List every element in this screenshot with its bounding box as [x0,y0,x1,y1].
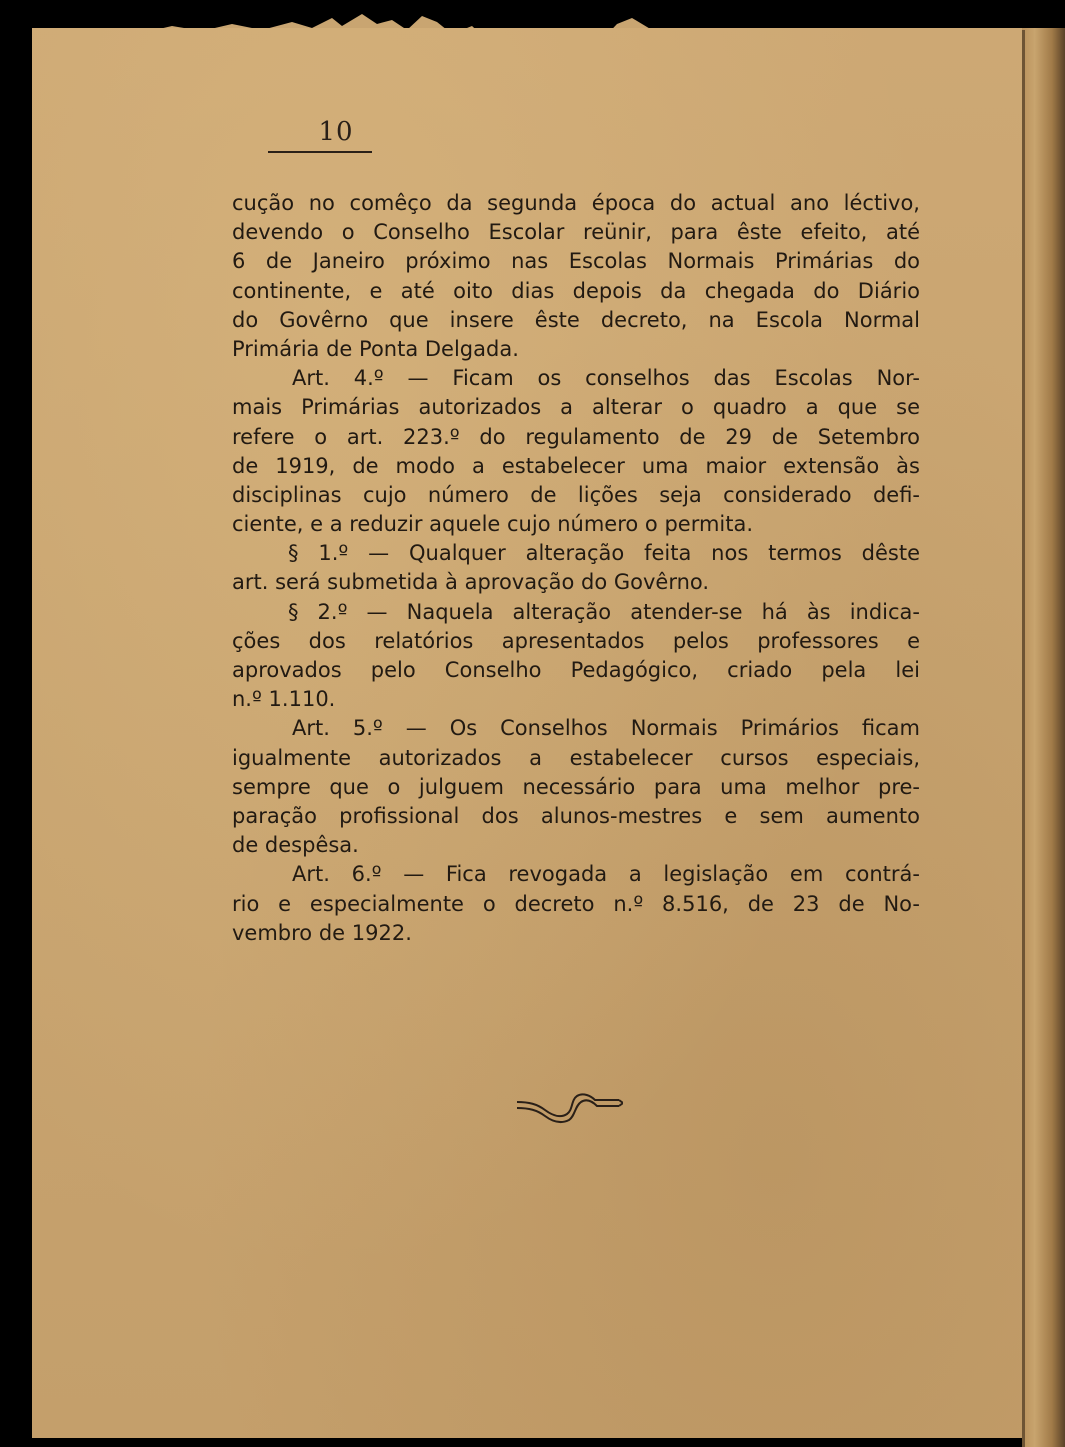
page-number-rule [268,151,372,153]
book-spine [1022,28,1065,1447]
text-line: ciente, e a reduzir aquele cujo número o permita. [232,512,754,537]
text-line: § 2.º — Naquela alteração atender-se há às indica- [288,599,920,624]
text-line: ções dos relatórios apresentados pelos professores e [232,628,920,653]
body-text [232,189,920,948]
text-line: do Govêrno que insere êste decreto, na Escola Normal [232,307,920,332]
text-line: Art. 6.º — Fica revogada a legislação em contrá- [292,862,920,887]
text-line: paração profissional dos alunos-mestres e sem aumento [232,803,920,828]
page-number: 10 [318,117,354,147]
text-line: aprovados pelo Conselho Pedagógico, criado pela lei [232,658,920,682]
text-line: art. será submetida à aprovação do Govêrno. [232,570,710,595]
text-line: sempre que o julguem necessário para uma melhor pre- [232,774,920,799]
text-line: § 1.º — Qualquer alteração feita nos termos dêste [288,541,920,566]
text-line: de despêsa. [232,833,359,858]
text-line: continente, e até oito dias depois da chegada do Diário [232,278,920,303]
text-line: igualmente autorizados a estabelecer cursos especiais, [232,745,920,770]
text-line: Art. 5.º — Os Conselhos Normais Primários ficam [292,716,920,741]
text-line: devendo o Conselho Escolar reünir, para êste efeito, até [232,220,920,245]
spine-edge-line [1022,30,1025,1447]
text-line: rio e especialmente o decreto n.º 8.516, de 23 de No- [232,891,920,916]
text-line: disciplinas cujo número de lições seja considerado defi- [232,482,920,507]
wavy-flourish-icon [515,1088,623,1128]
text-line: de 1919, de modo a estabelecer uma maior extensão às [232,453,920,478]
text-line: Art. 4.º — Ficam os conselhos das Escolas Nor- [292,366,920,391]
text-line: mais Primárias autorizados a alterar o quadro a que se [232,395,920,420]
text-line: n.º 1.110. [232,687,336,712]
text-line: refere o art. 223.º do regulamento de 29 de Setembro [232,424,920,449]
text-line: 6 de Janeiro próximo nas Escolas Normais Primárias do [232,249,920,274]
text-line: Primária de Ponta Delgada. [232,336,519,361]
text-line: vembro de 1922. [232,920,412,945]
text-line: cução no comêço da segunda época do actual ano léctivo, [232,191,920,215]
